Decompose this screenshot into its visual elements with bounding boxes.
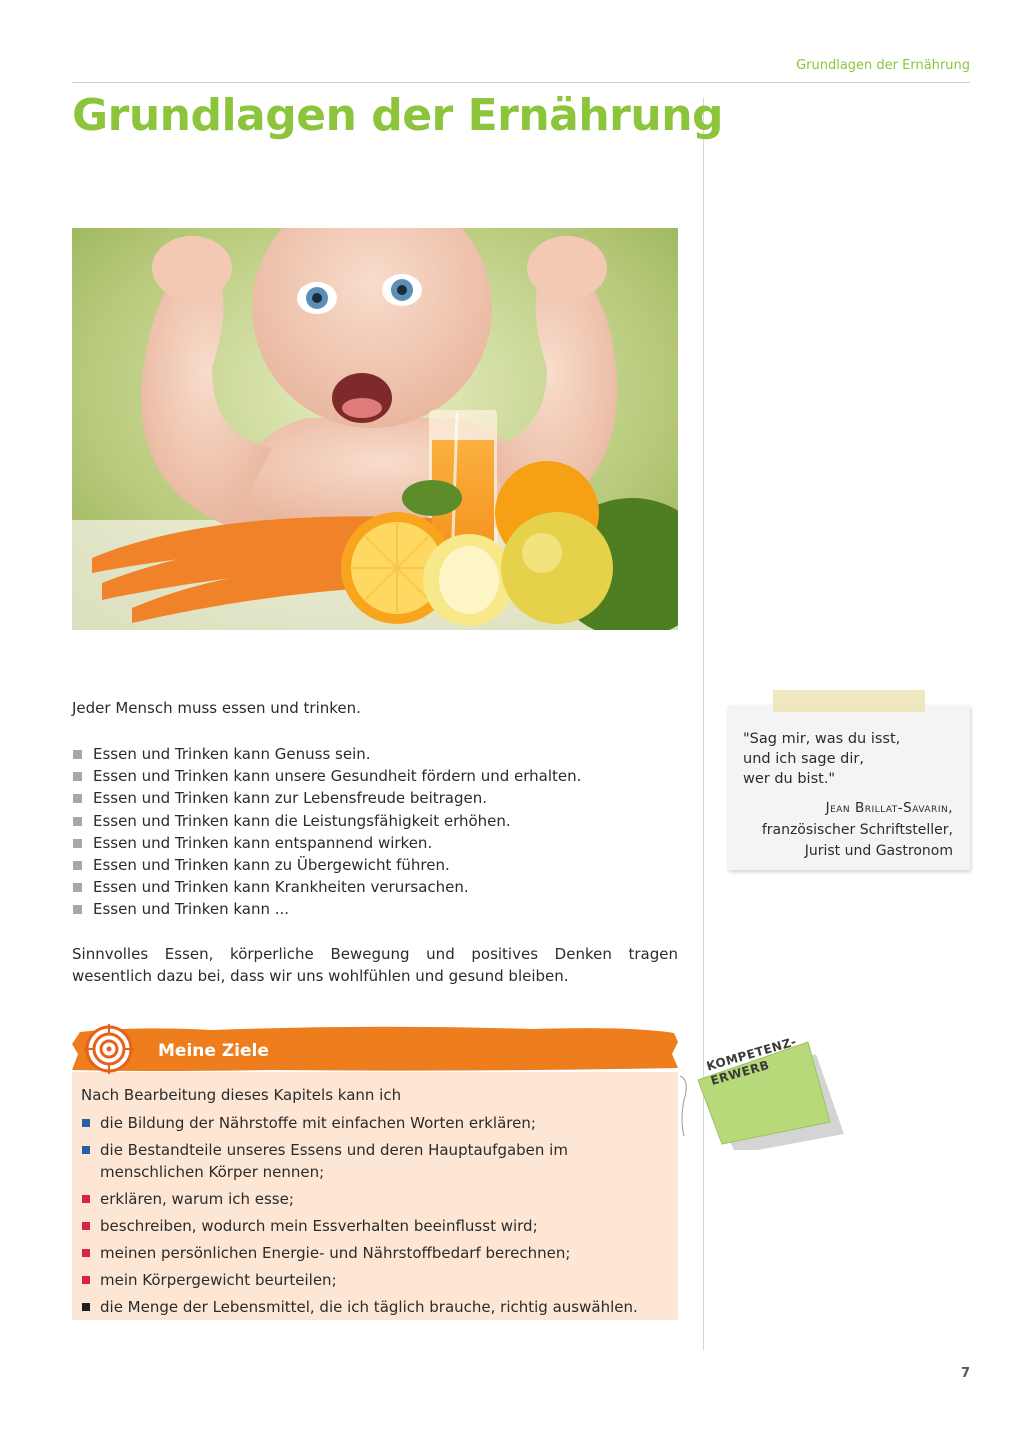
page-title: Grundlagen der Ernährung xyxy=(72,90,724,141)
goal-item xyxy=(81,1296,671,1318)
list-item xyxy=(72,787,581,809)
column-divider xyxy=(703,98,704,1350)
goal-item-text: erklären, warum ich esse; xyxy=(100,1190,294,1208)
list-item-text: Essen und Trinken kann die Leistungsfähigkeit erhöhen. xyxy=(93,811,511,830)
bullet-square-icon xyxy=(82,1146,90,1154)
bullet-square-icon xyxy=(82,1249,90,1257)
list-item-text: Essen und Trinken kann zur Lebensfreude beitragen. xyxy=(93,789,488,808)
list-item xyxy=(72,765,581,787)
goals-list xyxy=(81,1112,671,1323)
quote-author-role: französischer Schriftsteller, Jurist und Gastronom xyxy=(761,822,953,859)
bullet-square-icon xyxy=(73,750,82,759)
tape-decoration xyxy=(773,690,925,712)
goal-item xyxy=(81,1112,671,1134)
competence-badge-text: KOMPETENZ- ERWERB xyxy=(705,1034,799,1088)
list-item-text: Essen und Trinken kann entspannend wirken. xyxy=(93,833,433,852)
list-item-text: Essen und Trinken kann Krankheiten verursachen. xyxy=(93,878,469,897)
bullet-square-icon xyxy=(82,1119,90,1127)
goal-item-text: die Menge der Lebensmittel, die ich täglich brauche, richtig auswählen. xyxy=(100,1298,638,1316)
bullet-square-icon xyxy=(73,883,82,892)
goal-item-text: meinen persönlichen Energie- und Nährstoffbedarf berechnen; xyxy=(100,1244,571,1262)
benefits-list xyxy=(72,743,581,921)
goals-title: Meine Ziele xyxy=(158,1041,269,1061)
baby-with-fruit-illustration xyxy=(72,228,678,630)
list-item xyxy=(72,898,581,920)
running-title: Grundlagen der Ernährung xyxy=(796,58,970,73)
goal-item-text: beschreiben, wodurch mein Essverhalten beeinflusst wird; xyxy=(100,1217,538,1235)
header-rule xyxy=(72,82,970,83)
bullet-square-icon xyxy=(73,817,82,826)
list-item xyxy=(72,810,581,832)
list-item xyxy=(72,854,581,876)
goal-item-text: mein Körpergewicht beurteilen; xyxy=(100,1271,337,1289)
goal-item xyxy=(81,1139,671,1183)
list-item xyxy=(72,832,581,854)
goal-item xyxy=(81,1269,671,1291)
bullet-square-icon xyxy=(73,861,82,870)
bullet-square-icon xyxy=(73,905,82,914)
quote-author: Jean Brillat-Savarin, xyxy=(825,800,953,816)
quote-text: "Sag mir, was du isst, und ich sage dir, wer du bist." xyxy=(743,731,901,787)
goal-item xyxy=(81,1215,671,1237)
goal-item-text: die Bestandteile unseres Essens und deren Hauptaufgaben im menschlichen Körper nennen; xyxy=(100,1141,568,1181)
bullet-square-icon xyxy=(82,1303,90,1311)
page-number: 7 xyxy=(960,1366,970,1381)
hero-image xyxy=(72,228,678,630)
goal-item-text: die Bildung der Nährstoffe mit einfachen Worten erklären; xyxy=(100,1114,536,1132)
bullet-square-icon xyxy=(82,1222,90,1230)
target-icon xyxy=(84,1024,134,1074)
list-item xyxy=(72,876,581,898)
bullet-square-icon xyxy=(82,1276,90,1284)
bullet-square-icon xyxy=(73,794,82,803)
list-item xyxy=(72,743,581,765)
summary-paragraph: Sinnvolles Essen, körperliche Bewegung und positives Denken tragen wesentlich dazu bei, dass wir uns wohlfühlen und gesund bleiben. xyxy=(72,945,678,985)
bullet-square-icon xyxy=(82,1195,90,1203)
goals-intro: Nach Bearbeitung dieses Kapitels kann ich xyxy=(81,1086,402,1104)
intro-text: Jeder Mensch muss essen und trinken. xyxy=(72,699,361,717)
list-item-text: Essen und Trinken kann ... xyxy=(93,900,290,919)
list-item-text: Essen und Trinken kann unsere Gesundheit fördern und erhalten. xyxy=(93,767,582,786)
list-item-text: Essen und Trinken kann Genuss sein. xyxy=(93,745,371,763)
list-item-text: Essen und Trinken kann zu Übergewicht führen. xyxy=(93,856,450,875)
goal-item xyxy=(81,1188,671,1210)
goal-item xyxy=(81,1242,671,1264)
bullet-square-icon xyxy=(73,772,82,781)
bullet-square-icon xyxy=(73,839,82,848)
